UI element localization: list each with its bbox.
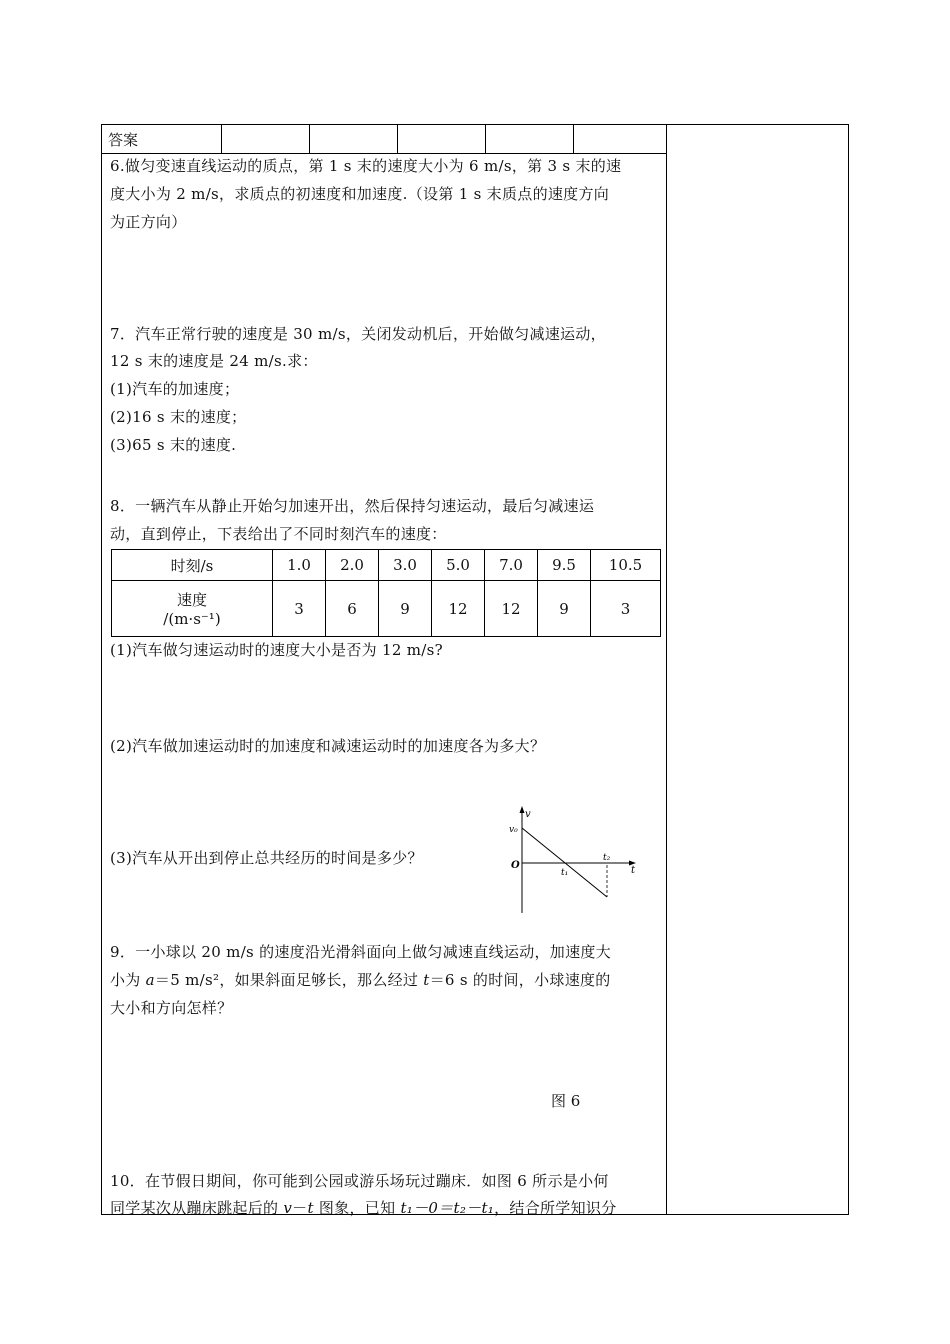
page-frame (101, 124, 849, 1215)
vt-graph-figure (505, 805, 655, 915)
table-cell: 9 (538, 581, 591, 637)
table-cell: 10.5 (591, 550, 661, 581)
table-header-speed (112, 581, 273, 637)
speed-label: 速度 (176, 591, 207, 609)
table-cell: 3 (591, 581, 661, 637)
q7-line1: 7．汽车正常行驶的速度是 30 m/s，关闭发动机后，开始做匀减速运动， (110, 325, 606, 343)
table-cell: 9 (379, 581, 432, 637)
q6-line2: 度大小为 2 m/s，求质点的初速度和加速度.（设第 1 s 末质点的速度方向 (110, 185, 610, 203)
speed-time-table (111, 549, 661, 637)
q8-line2: 动，直到停止，下表给出了不同时刻汽车的速度： (110, 525, 447, 543)
q8-sub3: (3)汽车从开出到停止总共经历的时间是多少？ (110, 849, 423, 867)
answer-row (102, 125, 666, 154)
q9-line2: 小为 a＝5 m/s²，如果斜面足够长，那么经过 t＝6 s 的时间，小球速度的 (110, 971, 611, 989)
q7-line5: (3)65 s 末的速度. (110, 436, 237, 454)
table-cell: 6 (326, 581, 379, 637)
t1-label: t₁ (561, 868, 569, 878)
answer-cell (573, 125, 574, 153)
t2-label: t₂ (603, 853, 611, 863)
answer-cell (309, 125, 310, 153)
table-cell: 12 (485, 581, 538, 637)
table-cell: 9.5 (538, 550, 591, 581)
q7-line2: 12 s 末的速度是 24 m/s.求： (110, 352, 318, 370)
answer-cell (397, 125, 398, 153)
table-cell: 5.0 (432, 550, 485, 581)
table-cell: 2.0 (326, 550, 379, 581)
q8-sub1: (1)汽车做匀速运动时的速度大小是否为 12 m/s? (110, 641, 443, 659)
table-cell: 7.0 (485, 550, 538, 581)
q8-line1: 8．一辆汽车从静止开始匀加速开出，然后保持匀速运动，最后匀减速运 (110, 497, 595, 515)
q8-sub2: (2)汽车做加速运动时的加速度和减速运动时的加速度各为多大？ (110, 737, 546, 755)
q6-line3: 为正方向） (110, 213, 187, 231)
table-cell: 3 (273, 581, 326, 637)
answer-cell (221, 125, 222, 153)
speed-unit: /(m·s⁻¹) (163, 610, 221, 628)
t-axis-label: t (631, 865, 636, 876)
q9-line3: 大小和方向怎样？ (110, 999, 233, 1017)
v-axis-label: v (525, 809, 531, 820)
origin-label: O (511, 860, 520, 871)
table-cell: 1.0 (273, 550, 326, 581)
q10-line2: 同学某次从蹦床跳起后的 v－t 图象，已知 t₁－0＝t₂－t₁，结合所学知识分 (110, 1199, 617, 1217)
answer-cell (485, 125, 486, 153)
q6-line1: 6.做匀变速直线运动的质点，第 1 s 末的速度大小为 6 m/s，第 3 s 末的速 (110, 157, 622, 175)
q7-line4: (2)16 s 末的速度； (110, 408, 247, 426)
q7-line3: (1)汽车的加速度； (110, 380, 240, 398)
figure-caption: 图 6 (551, 1092, 581, 1110)
v0-label: v₀ (509, 825, 518, 835)
column-divider (666, 124, 667, 1215)
table-header-time: 时刻/s (112, 550, 273, 581)
table-cell: 12 (432, 581, 485, 637)
q9-line1: 9．一小球以 20 m/s 的速度沿光滑斜面向上做匀减速直线运动，加速度大 (110, 943, 612, 961)
q10-line1: 10．在节假日期间，你可能到公园或游乐场玩过蹦床．如图 6 所示是小何 (110, 1172, 609, 1190)
table-cell: 3.0 (379, 550, 432, 581)
answer-label: 答案 (108, 131, 139, 149)
